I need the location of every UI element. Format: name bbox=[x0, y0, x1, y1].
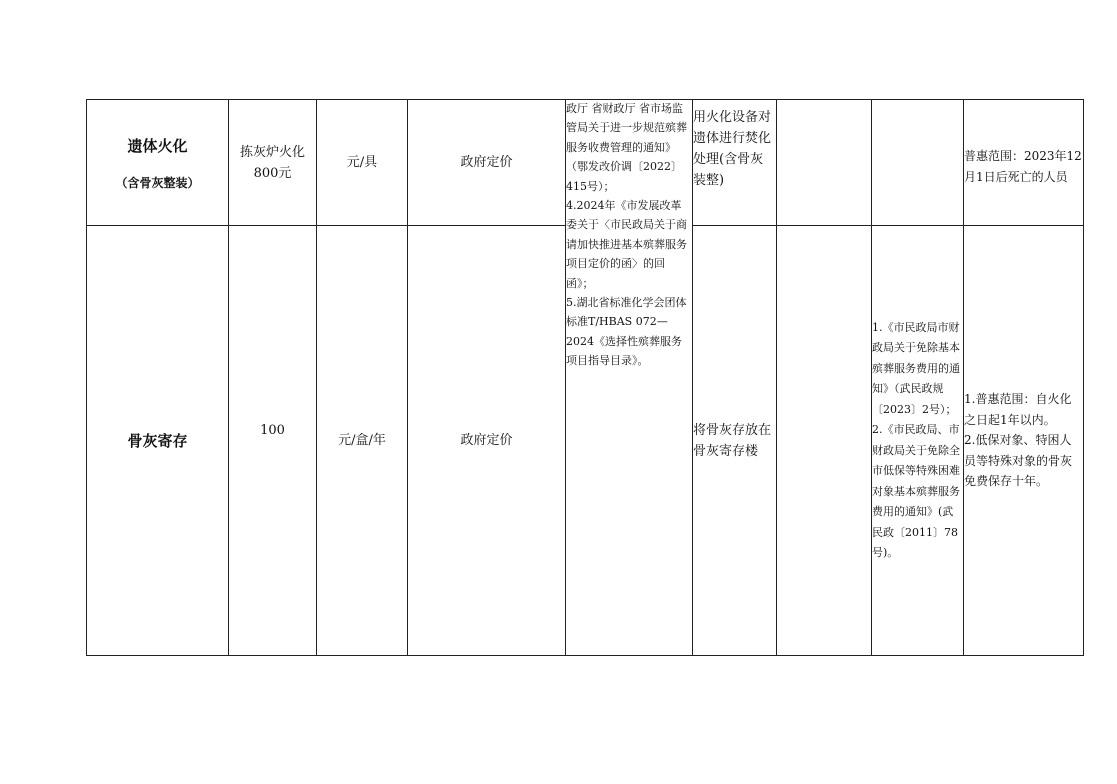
service-content: 将骨灰存放在骨灰寄存楼 bbox=[693, 422, 772, 459]
pricing-basis-item: 政厅 省财政厅 省市场监管局关于进一步规范殡葬服务收费管理的通知》（鄂发改价调〔2022〕415号）； bbox=[566, 102, 687, 193]
remark-item: 1.普惠范围：自火化之日起1年以内。 bbox=[964, 392, 1072, 427]
table-row bbox=[87, 100, 1084, 226]
pricing-basis-item: 4.2024年《市发展改革委关于〈市民政局关于商请加快推进基本殡葬服务项目定价的函〉的回函》； bbox=[566, 199, 687, 290]
price-cell bbox=[229, 226, 317, 656]
service-content-cell bbox=[693, 226, 777, 656]
service-content-cell bbox=[693, 100, 777, 226]
price: 拣灰炉火化800元 bbox=[239, 144, 305, 181]
empty-cell bbox=[872, 100, 964, 226]
policy-item: 2.《市民政局、市财政局关于免除全市低保等特殊困难对象基本殡葬服务费用的通知》(武民政〔2011〕78号)。 bbox=[872, 423, 960, 559]
policy-item: 1.《市民政局市财政局关于免除基本殡葬服务费用的通知》（武民政规〔2023〕2号）； bbox=[872, 320, 960, 416]
remark-cell bbox=[964, 100, 1084, 226]
remark-item: 2.低保对象、特困人员等特殊对象的骨灰免费保存十年。 bbox=[964, 433, 1073, 489]
item-name: 骨灰寄存 bbox=[127, 432, 188, 450]
price: 100 bbox=[260, 423, 285, 438]
pricing-method: 政府定价 bbox=[460, 155, 513, 170]
price-cell bbox=[229, 100, 317, 226]
item-name: 遗体火化 bbox=[127, 136, 188, 155]
unit: 元/具 bbox=[346, 155, 378, 170]
pricing-method-cell bbox=[408, 100, 566, 226]
service-content: 用火化设备对遗体进行焚化处理(含骨灰装整) bbox=[693, 109, 772, 188]
remark-cell bbox=[964, 226, 1084, 656]
fee-table bbox=[86, 99, 1084, 656]
item-name-cell bbox=[87, 226, 229, 656]
unit: 元/盒/年 bbox=[338, 433, 386, 448]
pricing-method: 政府定价 bbox=[460, 433, 513, 448]
pricing-method-cell bbox=[408, 226, 566, 656]
unit-cell bbox=[317, 226, 408, 656]
unit-cell bbox=[317, 100, 408, 226]
empty-cell bbox=[777, 226, 872, 656]
pricing-basis-cell bbox=[566, 100, 693, 656]
policy-cell bbox=[872, 226, 964, 656]
item-name-cell bbox=[87, 100, 229, 226]
item-subname: （含骨灰整装） bbox=[115, 175, 200, 190]
remark: 普惠范围：2023年12月1日后死亡的人员 bbox=[964, 149, 1082, 184]
pricing-basis-item: 5.湖北省标准化学会团体标准T/HBAS 072—2024《选择性殡葬服务项目指导目录》。 bbox=[566, 296, 687, 368]
empty-cell bbox=[777, 100, 872, 226]
